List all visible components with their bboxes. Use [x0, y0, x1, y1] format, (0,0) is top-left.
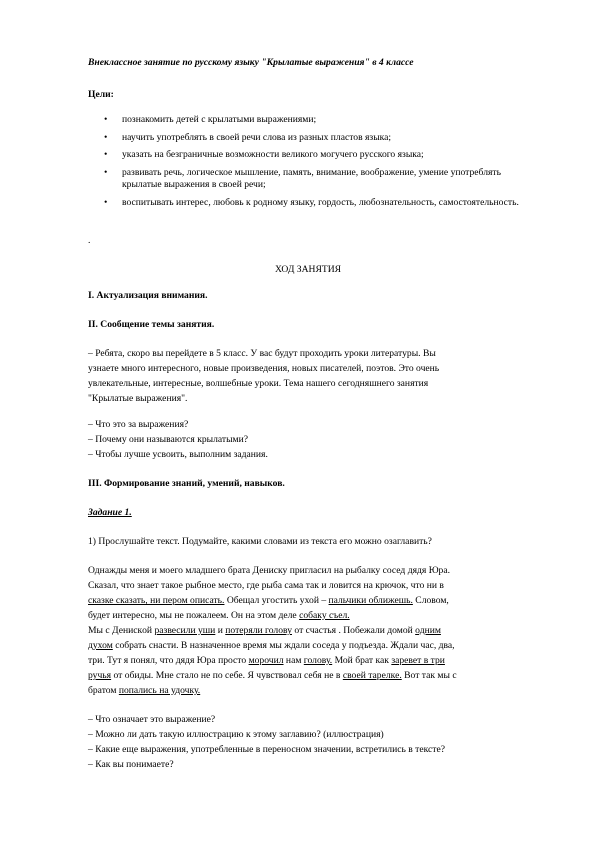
intro-line: "Крылатые выражения". — [88, 393, 188, 404]
bullet-icon: • — [104, 149, 108, 161]
idiom-highlight: собаку съел. — [299, 610, 350, 621]
idiom-highlight: одним — [415, 625, 441, 636]
question-line: – Какие еще выражения, употребленные в переносном значении, встретились в тексте? — [88, 744, 446, 755]
story-text: и — [215, 625, 226, 636]
bullet-icon: • — [104, 196, 108, 208]
goals-list — [100, 114, 530, 208]
idiom-highlight: заревет в три — [391, 655, 445, 666]
story-text: от обиды. Мне стало не по себе. Я чувствовал себя не в — [111, 670, 343, 681]
story-line: Сказал, что знает такое рыбное место, где рыба сама так и ловится на крючок, что ни в — [88, 580, 444, 591]
goal-item — [100, 167, 530, 190]
bullet-icon: • — [104, 131, 108, 143]
goal-item — [100, 114, 530, 126]
story-text: Мой брат как — [332, 655, 392, 666]
story-text: нам — [283, 655, 304, 666]
story-text: братом — [88, 685, 119, 696]
story-line — [88, 595, 528, 607]
lesson-heading: ХОД ЗАНЯТИЯ — [274, 264, 342, 275]
section-2-heading: II. Сообщение темы занятия. — [88, 319, 215, 330]
goal-item — [100, 149, 530, 161]
goal-item — [100, 132, 530, 144]
idiom-highlight: морочил — [248, 655, 284, 666]
question-line: – Можно ли дать такую иллюстрацию к этому заглавию? (иллюстрация) — [88, 729, 384, 740]
goal-item — [100, 197, 530, 209]
question-line: – Что означает это выражение? — [88, 714, 216, 725]
question-line: – Что это за выражения? — [88, 419, 189, 430]
goal-text: познакомить детей с крылатыми выражениями; — [122, 114, 317, 125]
story-text: будет интересно, мы не пожалеем. Он на этом деле — [88, 610, 300, 621]
section-3-heading: III. Формирование знаний, умений, навыков. — [88, 478, 285, 489]
story-text: собрать снасти. В назначенное время мы ждали соседа у подъезда. Ждали час, два, — [112, 640, 455, 651]
goal-text: научить употреблять в своей речи слова из разных пластов языка; — [122, 131, 392, 143]
intro-line: увлекательные, интересные, волшебные уроки. Тема нашего сегодняшнего занятия — [88, 378, 429, 389]
story-text: от счастья . Побежали домой — [292, 625, 416, 636]
story-line — [88, 610, 528, 622]
story-text: Словом, — [412, 595, 449, 606]
goal-text: воспитывать интерес, любовь к родному языку, гордость, любознательность, самостоятельность. — [122, 196, 519, 208]
document-title: Внеклассное занятие по русскому языку "Крылатые выражения" в 4 классе — [88, 57, 414, 68]
story-line — [88, 670, 528, 682]
story-line — [88, 625, 528, 637]
story-line — [88, 640, 528, 652]
story-line: Однажды меня и моего младшего брата Дениску пригласил на рыбалку сосед дядя Юра. — [88, 565, 451, 576]
bullet-icon: • — [104, 167, 108, 179]
goals-heading: Цели: — [88, 89, 114, 100]
bullet-icon: • — [104, 114, 108, 125]
story-line — [88, 685, 528, 697]
question-line: – Почему они называются крылатыми? — [88, 434, 248, 445]
story-text: Мы с Денискoй — [88, 625, 155, 636]
section-1-heading: I. Актуализация внимания. — [88, 290, 208, 301]
story-line — [88, 655, 528, 667]
intro-line: – Ребята, скоро вы перейдете в 5 класс. У вас будут проходить уроки литературы. Вы — [88, 348, 436, 359]
idiom-highlight: своей тарелке. — [342, 670, 402, 681]
idiom-highlight: попались на удочку. — [118, 685, 201, 696]
idiom-highlight: духом — [88, 640, 113, 651]
goal-text: развивать речь, логическое мышление, память, внимание, воображение, умение употреблять крылатые выражения в своей речи; — [122, 167, 501, 190]
goal-text: указать на безграничные возможности великого могучего русского языка; — [122, 149, 424, 161]
idiom-highlight: пальчики оближешь. — [328, 595, 413, 606]
story-text: три. Тут я понял, что дядя Юра просто — [88, 655, 249, 666]
intro-line: узнаете много интересного, новые произведения, новых писателей, поэтов. Это очень — [88, 363, 440, 374]
idiom-highlight: развесили уши — [154, 625, 216, 636]
idiom-highlight: ручья — [88, 670, 112, 681]
question-line: – Чтобы лучше усвоить, выполним задания. — [88, 449, 268, 460]
stray-dot: . — [88, 235, 91, 246]
story-text: Вот так мы с — [401, 670, 457, 681]
task-heading: Задание 1. — [88, 507, 132, 518]
task-instruction: 1) Прослушайте текст. Подумайте, какими словами из текста его можно озаглавить? — [88, 536, 432, 547]
idiom-highlight: потеряли голову — [225, 625, 292, 636]
idiom-highlight: сказке сказать, ни пером описать. — [88, 595, 225, 606]
idiom-highlight: голову. — [303, 655, 333, 666]
story-text: Обещал угостить ухой – — [224, 595, 329, 606]
question-line: – Как вы понимаете? — [88, 759, 174, 770]
